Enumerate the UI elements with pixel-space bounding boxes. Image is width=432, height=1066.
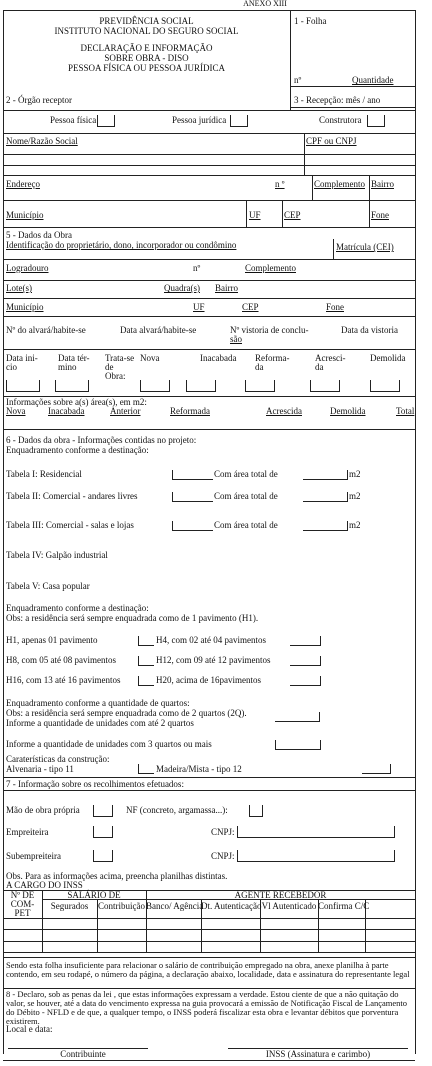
pessoa-fisica-checkbox[interactable] [97, 115, 115, 127]
table-header-vl-autenticado: Vl Autenticado [261, 901, 317, 911]
cep-label: CEP [284, 210, 301, 220]
h12-label: H12, com 09 até 12 pavimentos [156, 655, 271, 665]
h12-checkbox[interactable] [290, 656, 321, 666]
contribuinte-signature-label: Contribuinte [60, 1049, 106, 1059]
madeira-checkbox[interactable] [362, 764, 391, 774]
tabela-3-checkbox[interactable] [172, 521, 213, 531]
uf-label: UF [249, 210, 261, 220]
matricula-label: Matrícula (CEI) [336, 242, 394, 252]
data-inicio-field[interactable] [6, 380, 40, 392]
termino-label-1: Data tér- [58, 353, 90, 363]
h8-checkbox[interactable] [138, 656, 154, 666]
area-reformada-label: Reformada [170, 406, 210, 416]
fone-label: Fone [371, 210, 389, 220]
alvenaria-label: Alvenaria - tipo 11 [6, 764, 74, 774]
table-header-dt-autenticacao: Dt. Autenticação [201, 901, 262, 911]
quartos-3-field[interactable] [275, 740, 321, 750]
mao-obra-checkbox[interactable] [93, 805, 113, 817]
folha-label: 1 - Folha [294, 16, 327, 26]
h1-checkbox[interactable] [138, 636, 154, 646]
vistoria-numero-label: Nº vistoria de conclu- [230, 325, 309, 335]
area-total-label: Total [396, 406, 415, 416]
tabela-3-m2: m2 [349, 520, 361, 530]
orgao-receptor-title: 2 - Órgão receptor [6, 95, 73, 105]
h4-checkbox[interactable] [290, 636, 321, 646]
annex-label: ANEXO XIII [243, 0, 287, 8]
nf-label: NF (concreto, argamassa...): [126, 805, 228, 815]
h1-label: H1, apenas 01 pavimento [6, 635, 98, 645]
obra-demolida-label: Demolida [370, 353, 406, 363]
obs-pavimento-label: Obs: a residência será sempre enquadrada como de 1 pavimento (H1). [6, 613, 259, 623]
header-line1: PREVIDÊNCIA SOCIAL [99, 16, 194, 26]
tabela-5-label: Tabela V: Casa popular [6, 581, 90, 591]
table-header-n: Nº DE [10, 890, 35, 900]
inicio-label-2: cio [6, 362, 17, 372]
tabela-1-checkbox[interactable] [172, 470, 213, 480]
construtora-label: Construtora [319, 115, 362, 125]
area-acrescida-label: Acrescida [266, 406, 302, 416]
obra-acrescida-label-2: da [315, 362, 324, 372]
enquadramento-destinacao-label: Enquadramento conforme a destinação: [6, 445, 149, 455]
footer-note: Sendo esta folha insuficiente para relacionar o salário de contribuição empregado na obra, anexe planilha à parte contendo, em seu rodapé, o número da página, a declaração abaixo, localidade, data e assinatura do representante legal [6, 960, 410, 979]
trata-label-2: de [105, 362, 114, 372]
dados-obra-title: 5 - Dados da Obra [6, 230, 72, 240]
a-cargo-inss-label: A CARGO DO INSS [6, 880, 83, 890]
table-header-confirma: Confirma C/C [318, 901, 370, 911]
obs-quartos-label: Obs: a residência será sempre enquadrada como de 2 quartos (2Q). [6, 708, 247, 718]
cpf-cnpj-label: CPF ou CNPJ [306, 136, 357, 146]
tabela-1-label: Tabela I: Residencial [6, 469, 82, 479]
obra-cep-label: CEP [242, 302, 259, 312]
obra-municipio-label: Município [6, 302, 44, 312]
numero-label: nº [294, 75, 302, 85]
table-header-comp-2: PET [14, 908, 31, 918]
obra-demolida-checkbox[interactable] [370, 380, 400, 392]
inicio-label-1: Data ini- [6, 353, 38, 363]
vistoria-numero-label-2: são [230, 334, 242, 344]
h16-label: H16, com 13 até 16 pavimentos [6, 675, 121, 685]
obs-planilhas-label: Obs. Para as informações acima, preencha planilhas distintas. [6, 871, 228, 881]
empreiteira-checkbox[interactable] [93, 826, 113, 838]
tabela-1-m2: m2 [349, 469, 361, 479]
empreiteira-cnpj-label: CNPJ: [211, 827, 235, 837]
endereco-label: Endereço [6, 179, 40, 189]
bairro-label: Bairro [371, 179, 394, 189]
empreiteira-label: Empreiteira [6, 827, 49, 837]
header-line2: INSTITUTO NACIONAL DO SEGURO SOCIAL [54, 26, 239, 36]
municipio-label: Município [6, 210, 44, 220]
h8-label: H8, com 05 até 08 pavimentos [6, 655, 116, 665]
area-inacabada-label: Inacabada [48, 406, 85, 416]
quantidade-label: Quantidade [352, 75, 394, 85]
subempreiteira-label: Subempreiteira [6, 851, 61, 861]
quartos-3-label: Informe a quantidade de unidades com 3 quartos ou mais [6, 739, 212, 749]
h4-label: H4, com 02 até 04 pavimentos [156, 635, 266, 645]
subempreiteira-cnpj-label: CNPJ: [211, 851, 235, 861]
obra-reformada-label-2: da [255, 362, 264, 372]
obra-inacabada-label: Inacabada [200, 353, 237, 363]
area-demolida-label: Demolida [330, 406, 366, 416]
alvara-data-label: Data alvará/habite-se [120, 325, 197, 335]
tabela-2-label: Tabela II: Comercial - andares livres [6, 491, 138, 501]
tabela-3-area-label: Com área total de [214, 520, 278, 530]
pessoa-juridica-label: Pessoa jurídica [172, 115, 227, 125]
projeto-title: 6 - Dados da obra - Informações contidas no projeto: [6, 435, 197, 445]
complemento-label: Complemento [314, 179, 365, 189]
alvara-numero-label: Nº do alvará/habite-se [6, 325, 86, 335]
obra-uf-label: UF [193, 302, 205, 312]
recepcao-label: 3 - Recepção: mês / ano [294, 95, 381, 105]
lote-label: Lote(s) [6, 283, 32, 293]
local-data-label: Local e data: [6, 1024, 53, 1034]
table-header-banco: Banco/ Agência [146, 901, 204, 911]
subempreiteira-checkbox[interactable] [93, 850, 113, 862]
obra-nova-label: Nova [140, 353, 160, 363]
table-header-comp-1: COM- [10, 899, 35, 909]
quadra-label: Quadra(s) [164, 283, 200, 293]
trata-label-3: Obra: [105, 371, 126, 381]
numero-endereco-label: n º [275, 179, 285, 189]
obra-acrescida-checkbox[interactable] [310, 380, 340, 392]
table-header-contribuicao: Contribuição [98, 901, 145, 911]
obra-bairro-label: Bairro [215, 283, 238, 293]
logradouro-label: Logradouro [6, 263, 49, 273]
tabela-4-label: Tabela IV: Galpão industrial [6, 550, 108, 560]
area-nova-label: Nova [6, 406, 26, 416]
declaracao-text: 8 - Declaro, sob as penas da lei , que estas informações expressam a verdade. Estou ciente de que a não quitação do valor, se houver, até a data do vencimento expressa na guia provocará a emissão de Notificação Fiscal de Lançamento do Débito - NFLD e de que, a qualquer tempo, o INSS poderá fiscalizar esta obra e levantar débitos que porventura existirem. [6, 989, 408, 1026]
table-header-salario: SALÁRIO DE [67, 890, 121, 900]
construtora-checkbox[interactable] [367, 115, 385, 127]
table-header-agente: AGENTE RECEBEDOR [234, 890, 327, 900]
obra-inacabada-checkbox[interactable] [186, 380, 216, 392]
pessoa-fisica-label: Pessoa física [50, 115, 97, 125]
nf-checkbox[interactable] [249, 805, 263, 817]
data-termino-field[interactable] [55, 380, 89, 392]
obra-nova-checkbox[interactable] [140, 380, 170, 392]
tabela-2-area-label: Com área total de [214, 491, 278, 501]
obra-reformada-label-1: Reforma- [255, 353, 290, 363]
obra-complemento-label: Complemento [245, 263, 296, 273]
tabela-3-area-field[interactable] [303, 521, 348, 531]
quartos-2-field[interactable] [275, 712, 320, 722]
header-line3: DECLARAÇÃO E INFORMAÇÃO [80, 43, 213, 53]
quartos-2-label: Informe a quantidade de unidades com até 2 quartos [6, 718, 194, 728]
area-anterior-label: Anterior [110, 406, 141, 416]
tabela-1-area-label: Com área total de [214, 469, 278, 479]
enquadramento-quartos-label: Enquadramento conforme a quantidade de quartos: [6, 698, 190, 708]
caracteristicas-label: Caraterísticas da construção: [6, 754, 110, 764]
h20-label: H20, acima de 16pavimentos [156, 675, 261, 685]
identificacao-label: Identificação do proprietário, dono, incorporador ou condômino [6, 240, 237, 250]
inss-signature-label: INSS (Assinatura e carimbo) [265, 1049, 371, 1059]
obra-acrescida-label-1: Acresci- [315, 353, 346, 363]
tabela-2-area-field[interactable] [303, 492, 348, 502]
termino-label-2: mino [58, 362, 77, 372]
header-line4: SOBRE OBRA - DISO [104, 53, 189, 63]
tabela-2-m2: m2 [349, 491, 361, 501]
tabela-2-checkbox[interactable] [172, 492, 213, 502]
obra-reformada-checkbox[interactable] [245, 380, 275, 392]
table-header-segurados: Segurados [50, 901, 89, 911]
pessoa-juridica-checkbox[interactable] [230, 115, 248, 127]
areas-info-label: Informações sobre a(s) área(s), em m2: [6, 397, 147, 407]
vistoria-data-label: Data da vistoria [341, 325, 398, 335]
header-line5: PESSOA FÍSICA OU PESSOA JURÍDICA [67, 63, 226, 73]
h16-checkbox[interactable] [138, 676, 154, 686]
madeira-label: Madeira/Mista - tipo 12 [156, 764, 242, 774]
obra-fone-label: Fone [326, 302, 344, 312]
nome-razao-label: Nome/Razão Social [6, 136, 78, 146]
enquadramento-destinacao-label-2: Enquadramento conforme a destinação: [6, 603, 149, 613]
obra-numero-label: nº [193, 263, 201, 273]
recolhimentos-title: 7 - Informação sobre os recolhimentos efetuados: [6, 779, 184, 789]
tabela-3-label: Tabela III: Comercial - salas e lojas [6, 520, 134, 530]
subempreiteira-cnpj-field[interactable] [237, 850, 395, 862]
trata-label-1: Trata-se [105, 353, 135, 363]
h20-checkbox[interactable] [290, 676, 321, 686]
tabela-1-area-field[interactable] [303, 470, 348, 480]
mao-obra-label: Mão de obra própria [6, 805, 80, 815]
alvenaria-checkbox[interactable] [138, 764, 154, 774]
empreiteira-cnpj-field[interactable] [237, 826, 395, 838]
